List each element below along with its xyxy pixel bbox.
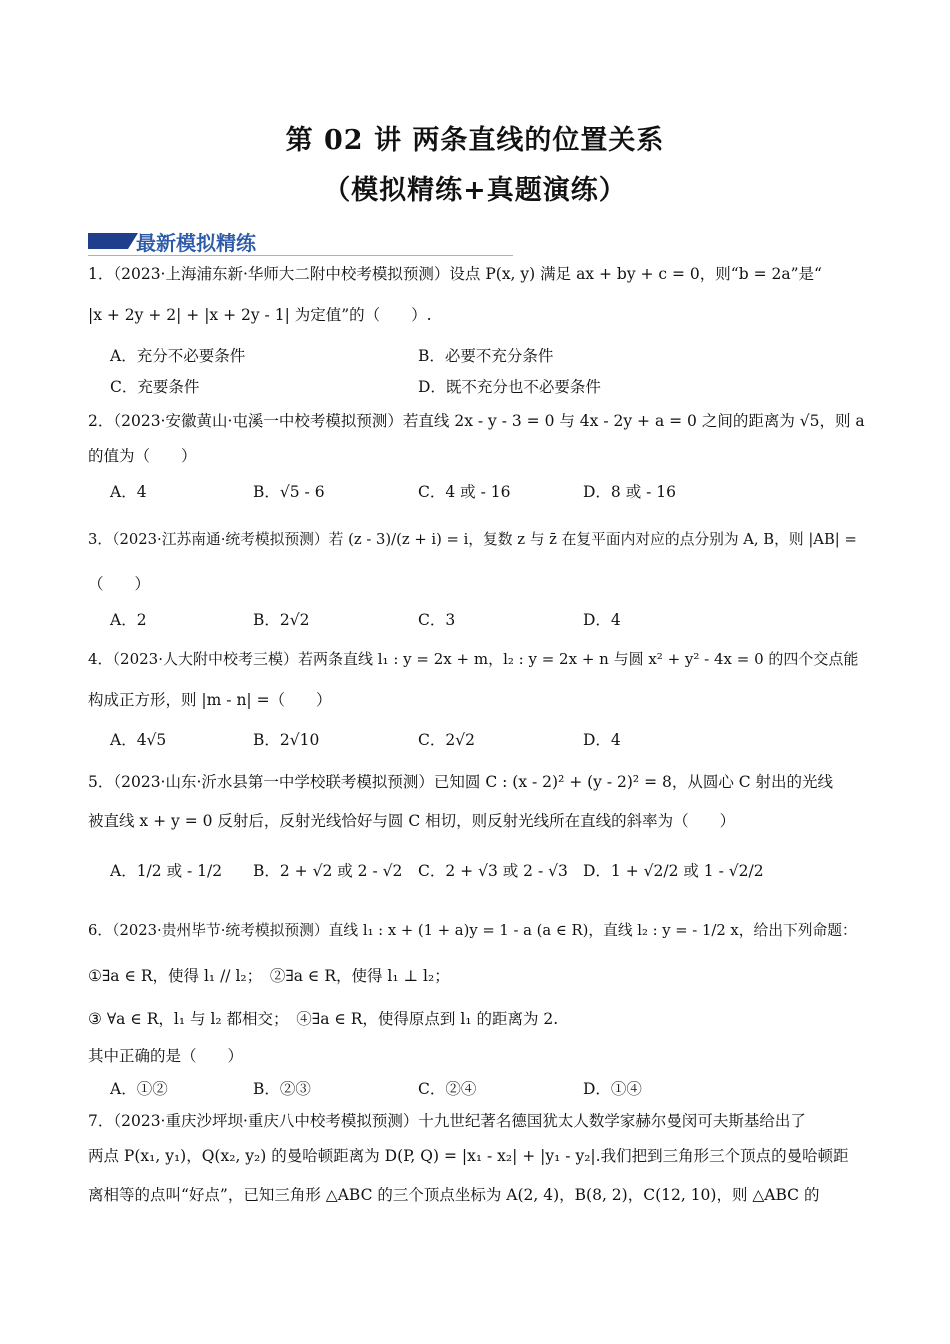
question-1-line-1: 1．（2023·上海浦东新·华师大二附中校考模拟预测）设点 P(x, y) 满足 ax + by + c = 0，则“b = 2a”是“ (88, 265, 822, 283)
q4-option-b: B．2√10 (253, 731, 320, 749)
q5-option-c: C．2 + √3 或 2 - √3 (418, 862, 568, 880)
question-5-line-1: 5．（2023·山东·沂水县第一中学校联考模拟预测）已知圆 C : (x - 2)² + (y - 2)² = 8，从圆心 C 射出的光线 (88, 773, 834, 791)
q1-option-a: A．充分不必要条件 (110, 347, 246, 365)
q3-option-d: D．4 (583, 611, 621, 629)
question-6-line-4: 其中正确的是（ ） (88, 1047, 244, 1065)
q5-option-b: B．2 + √2 或 2 - √2 (253, 862, 403, 880)
q4-option-a: A．4√5 (110, 731, 167, 749)
question-6-line-1: 6．（2023·贵州毕节·统考模拟预测）直线 l₁ : x + (1 + a)y = 1 - a (a ∈ R)，直线 l₂ : y = - 1/2 x，给出下列命题： (88, 922, 857, 939)
q2-option-a: A．4 (110, 483, 147, 501)
question-1-line-2: |x + 2y + 2| + |x + 2y - 1| 为定值”的（ ）. (88, 306, 432, 324)
question-4-line-1: 4．（2023·人大附中校考三模）若两条直线 l₁ : y = 2x + m，l₂ : y = 2x + n 与圆 x² + y² - 4x = 0 的四个交点能 (88, 650, 859, 668)
q5-option-a: A．1/2 或 - 1/2 (110, 862, 223, 880)
page-subtitle: （模拟精练+真题演练） (323, 175, 627, 206)
q6-option-b: B．②③ (253, 1080, 311, 1098)
question-7-line-2: 两点 P(x₁, y₁)，Q(x₂, y₂) 的曼哈顿距离为 D(P, Q) = |x₁ - x₂| + |y₁ - y₂|.我们把到三角形三个顶点的曼哈顿距 (88, 1147, 849, 1165)
question-2-line-1: 2．（2023·安徽黄山·屯溪一中校考模拟预测）若直线 2x - y - 3 = 0 与 4x - 2y + a = 0 之间的距离为 √5，则 a (88, 412, 865, 430)
q4-option-d: D．4 (583, 731, 621, 749)
question-6-line-3: ③ ∀a ∈ R，l₁ 与 l₂ 都相交； ④∃a ∈ R，使得原点到 l₁ 的距离为 2. (88, 1010, 559, 1028)
page-title: 第 02 讲 两条直线的位置关系 (285, 125, 665, 156)
q6-option-c: C．②④ (418, 1080, 477, 1098)
q1-option-d: D．既不充分也不必要条件 (418, 378, 601, 396)
q3-option-a: A．2 (110, 611, 147, 629)
question-2-line-2: 的值为（ ） (88, 447, 197, 465)
q1-option-c: C．充要条件 (110, 378, 200, 396)
question-5-line-2: 被直线 x + y = 0 反射后，反射光线恰好与圆 C 相切，则反射光线所在直线的斜率为（ ） (88, 812, 736, 830)
q6-option-d: D．①④ (583, 1080, 642, 1098)
section-label: 最新模拟精练 (136, 231, 256, 255)
q2-option-c: C．4 或 - 16 (418, 483, 511, 501)
question-6-line-2: ①∃a ∈ R，使得 l₁ // l₂； ②∃a ∈ R，使得 l₁ ⊥ l₂； (88, 967, 450, 985)
q2-option-d: D．8 或 - 16 (583, 483, 677, 501)
q1-option-b: B．必要不充分条件 (418, 347, 554, 365)
q3-option-b: B．2√2 (253, 611, 310, 629)
section-header (88, 227, 513, 256)
q2-option-b: B．√5 - 6 (253, 483, 325, 501)
q3-option-c: C．3 (418, 611, 456, 629)
question-7-line-3: 离相等的点叫“好点”，已知三角形 △ABC 的三个顶点坐标为 A(2, 4)，B(8, 2)，C(12, 10)，则 △ABC 的 (88, 1186, 820, 1204)
question-7-line-1: 7．（2023·重庆沙坪坝·重庆八中校考模拟预测）十九世纪著名德国犹太人数学家赫尔曼闵可夫斯基给出了 (88, 1112, 806, 1130)
q6-option-a: A．①② (110, 1080, 168, 1098)
q5-option-d: D．1 + √2/2 或 1 - √2/2 (583, 862, 764, 880)
question-3-line-1: 3．（2023·江苏南通·统考模拟预测）若 (z - 3)/(z + i) = i，复数 z 与 z̄ 在复平面内对应的点分别为 A, B，则 |AB| = (88, 531, 857, 548)
question-4-line-2: 构成正方形，则 |m - n| =（ ） (88, 691, 332, 709)
question-3-line-2: （ ） (88, 575, 151, 593)
section-bar-icon (88, 233, 128, 249)
q4-option-c: C．2√2 (418, 731, 475, 749)
